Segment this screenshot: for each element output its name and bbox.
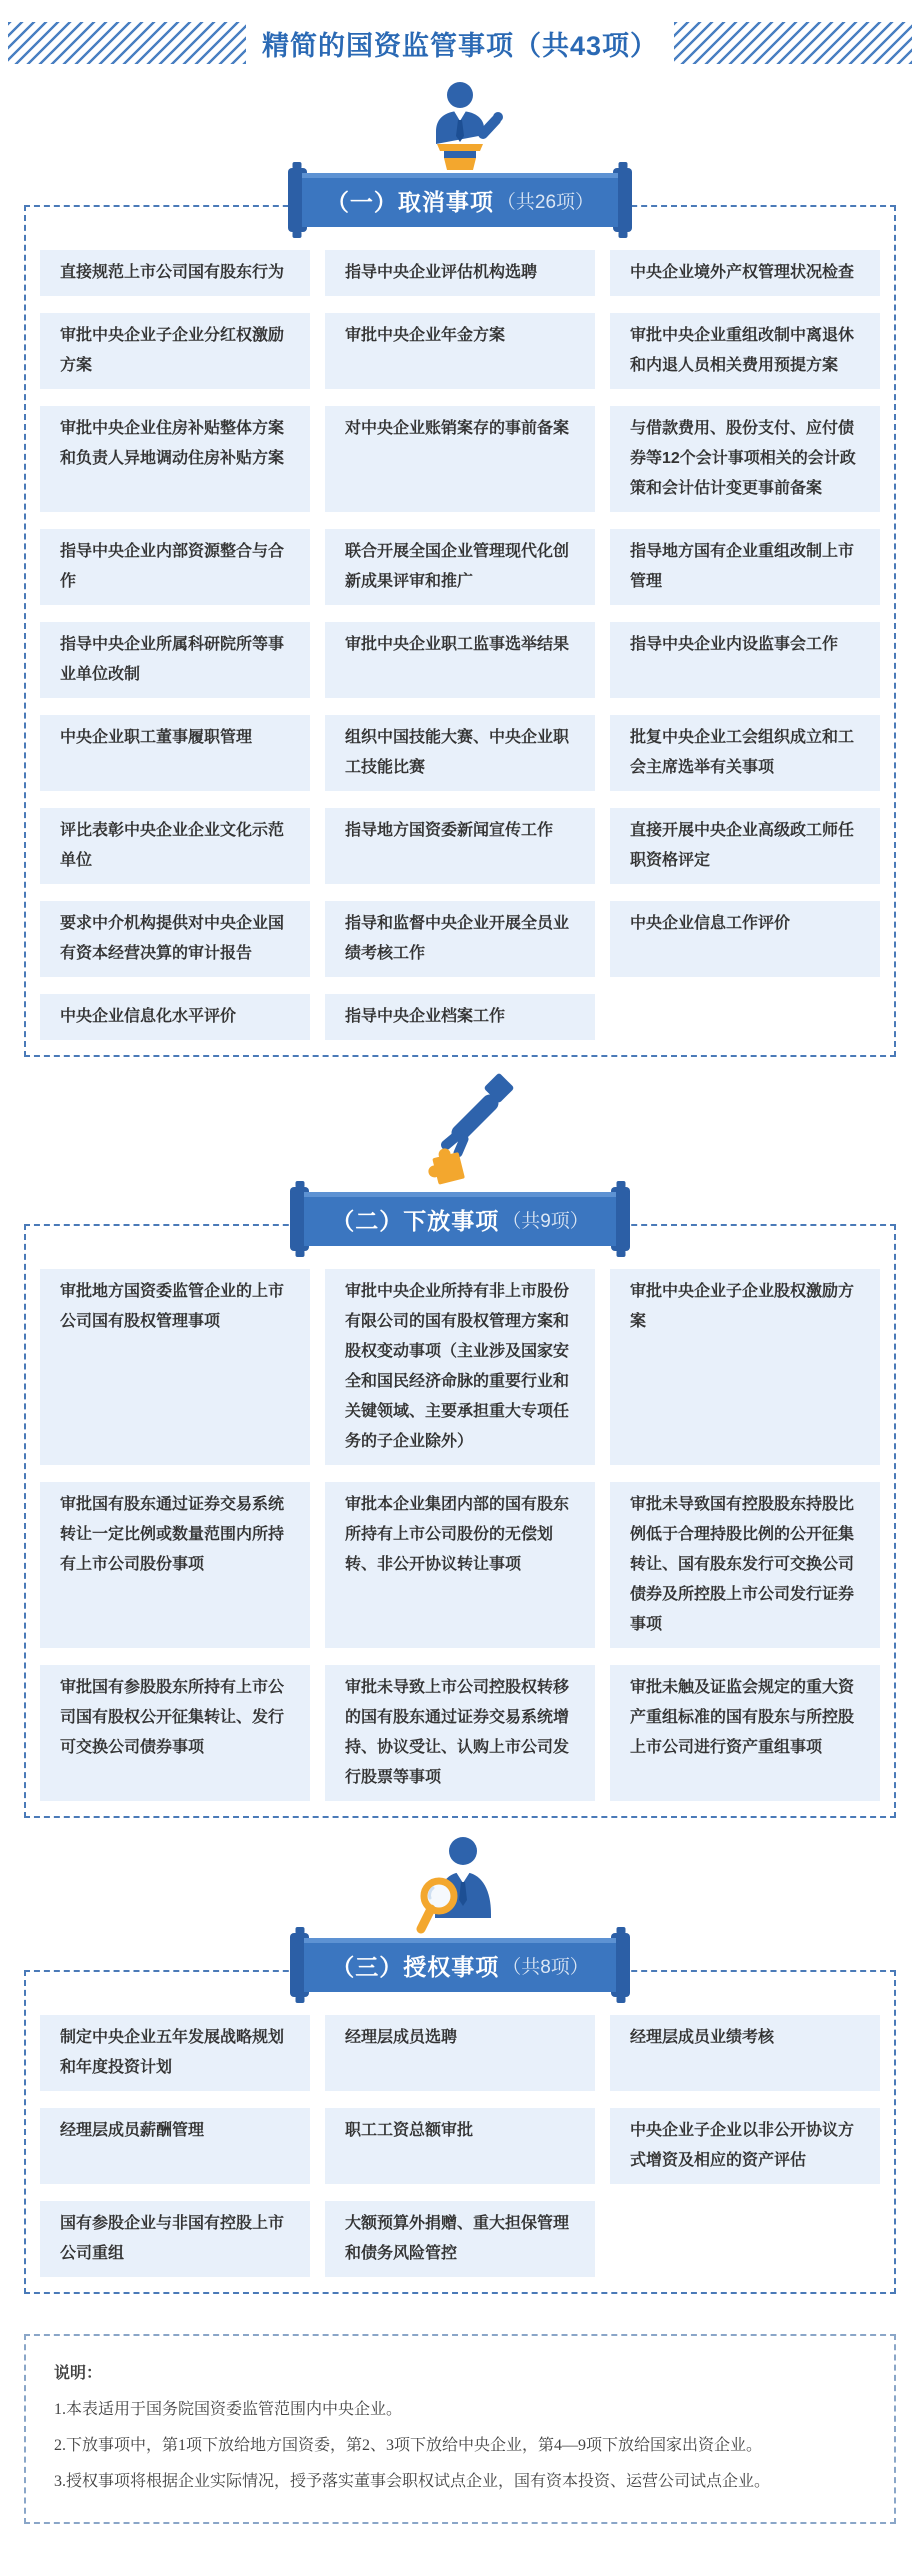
items-grid	[40, 2015, 880, 2277]
section-title: （三）授权事项	[331, 1953, 500, 1980]
section-banner	[290, 1933, 630, 1997]
item-cell: 经理层成员选聘	[325, 2015, 595, 2091]
section-box	[24, 1224, 896, 1818]
item-cell: 与借款费用、股份支付、应付债券等12个会计事项相关的会计政策和会计估计变更事前备案	[610, 406, 880, 512]
item-cell: 指导地方国有企业重组改制上市管理	[610, 529, 880, 605]
section-ribbon	[304, 1938, 616, 1992]
section-title: （二）下放事项	[331, 1207, 500, 1234]
section-ribbon	[304, 1192, 616, 1246]
item-cell: 指导中央企业档案工作	[325, 994, 595, 1040]
item-cell: 审批未触及证监会规定的重大资产重组标准的国有股东与所控股上市公司进行资产重组事项	[610, 1665, 880, 1801]
page-header	[0, 22, 920, 64]
item-cell: 审批本企业集团内部的国有股东所持有上市公司股份的无偿划转、非公开协议转让事项	[325, 1482, 595, 1648]
item-cell: 审批国有股东通过证券交易系统转让一定比例或数量范围内所持有上市公司股份事项	[40, 1482, 310, 1648]
item-cell: 审批国有参股股东所持有上市公司国有股权公开征集转让、发行可交换公司债券事项	[40, 1665, 310, 1801]
hatch-stripes-right	[674, 22, 912, 64]
page-title: 精简的国资监管事项（共43项）	[261, 30, 659, 61]
section-banner	[290, 1187, 630, 1251]
section-ribbon	[302, 173, 618, 227]
item-cell: 组织中国技能大赛、中央企业职工技能比赛	[325, 715, 595, 791]
items-grid	[40, 250, 880, 1040]
notes-box	[24, 2334, 896, 2524]
podium-speaker-icon	[395, 80, 525, 172]
item-cell: 评比表彰中央企业企业文化示范单位	[40, 808, 310, 884]
item-cell: 经理层成员薪酬管理	[40, 2108, 310, 2184]
item-cell: 联合开展全国企业管理现代化创新成果评审和推广	[325, 529, 595, 605]
note-line: 1.本表适用于国务院国资委监管范围内中央企业。	[54, 2401, 403, 2418]
section-box	[24, 205, 896, 1057]
item-cell: 审批中央企业子企业分红权激励方案	[40, 313, 310, 389]
item-cell: 指导中央企业内设监事会工作	[610, 622, 880, 698]
item-cell: 指导中央企业评估机构选聘	[325, 250, 595, 296]
item-cell: 对中央企业账销案存的事前备案	[325, 406, 595, 512]
item-cell: 审批中央企业住房补贴整体方案和负责人异地调动住房补贴方案	[40, 406, 310, 512]
item-cell: 审批未导致国有控股股东持股比例低于合理持股比例的公开征集转让、国有股东发行可交换公司债券及所控股上市公司发行证券事项	[610, 1482, 880, 1648]
item-cell: 审批中央企业子企业股权激励方案	[610, 1269, 880, 1465]
item-cell: 中央企业信息工作评价	[610, 901, 880, 977]
item-cell: 审批中央企业职工监事选举结果	[325, 622, 595, 698]
notes-lines	[54, 2392, 866, 2500]
item-cell: 经理层成员业绩考核	[610, 2015, 880, 2091]
item-cell: 指导中央企业内部资源整合与合作	[40, 529, 310, 605]
section-banner	[288, 168, 632, 232]
notes-heading: 说明：	[54, 2365, 103, 2382]
item-cell: 批复中央企业工会组织成立和工会主席选举有关事项	[610, 715, 880, 791]
sections-container	[0, 80, 920, 2294]
item-cell: 制定中央企业五年发展战略规划和年度投资计划	[40, 2015, 310, 2091]
hatch-stripes-left	[8, 22, 246, 64]
section-count: （共8项）	[502, 1956, 589, 1978]
item-cell: 审批中央企业年金方案	[325, 313, 595, 389]
item-cell: 直接开展中央企业高级政工师任职资格评定	[610, 808, 880, 884]
item-cell: 指导中央企业所属科研院所等事业单位改制	[40, 622, 310, 698]
item-cell: 直接规范上市公司国有股东行为	[40, 250, 310, 296]
item-cell: 国有参股企业与非国有控股上市公司重组	[40, 2201, 310, 2277]
item-cell: 大额预算外捐赠、重大担保管理和债务风险管控	[325, 2201, 595, 2277]
section-delegated	[0, 1073, 920, 1818]
section-authorized	[0, 1834, 920, 2294]
item-cell: 中央企业信息化水平评价	[40, 994, 310, 1040]
item-cell: 中央企业境外产权管理状况检查	[610, 250, 880, 296]
item-cell: 中央企业子企业以非公开协议方式增资及相应的资产评估	[610, 2108, 880, 2184]
section-count: （共9项）	[502, 1210, 589, 1232]
item-cell: 审批中央企业所持有非上市股份有限公司的国有股权管理方案和股权变动事项（主业涉及国家安全和国民经济命脉的重要行业和关键领域、主要承担重大专项任务的子企业除外）	[325, 1269, 595, 1465]
note-line: 2.下放事项中，第1项下放给地方国资委，第2、3项下放给中央企业，第4—9项下放给国家出资企业。	[54, 2437, 763, 2454]
item-cell: 中央企业职工董事履职管理	[40, 715, 310, 791]
section-count: （共26项）	[496, 191, 595, 213]
note-line: 3.授权事项将根据企业实际情况，授予落实董事会职权试点企业，国有资本投资、运营公司试点企业。	[54, 2473, 771, 2490]
hand-puzzle-piece-icon	[400, 1073, 520, 1191]
item-cell: 审批中央企业重组改制中离退休和内退人员相关费用预提方案	[610, 313, 880, 389]
items-grid	[40, 1269, 880, 1801]
person-magnifier-icon	[395, 1834, 525, 1937]
item-cell: 指导和监督中央企业开展全员业绩考核工作	[325, 901, 595, 977]
item-cell: 指导地方国资委新闻宣传工作	[325, 808, 595, 884]
section-title: （一）取消事项	[325, 188, 494, 215]
item-cell: 要求中介机构提供对中央企业国有资本经营决算的审计报告	[40, 901, 310, 977]
item-cell: 职工工资总额审批	[325, 2108, 595, 2184]
section-box	[24, 1970, 896, 2294]
section-cancelled	[0, 80, 920, 1057]
item-cell: 审批地方国资委监管企业的上市公司国有股权管理事项	[40, 1269, 310, 1465]
item-cell: 审批未导致上市公司控股权转移的国有股东通过证券交易系统增持、协议受让、认购上市公司发行股票等事项	[325, 1665, 595, 1801]
